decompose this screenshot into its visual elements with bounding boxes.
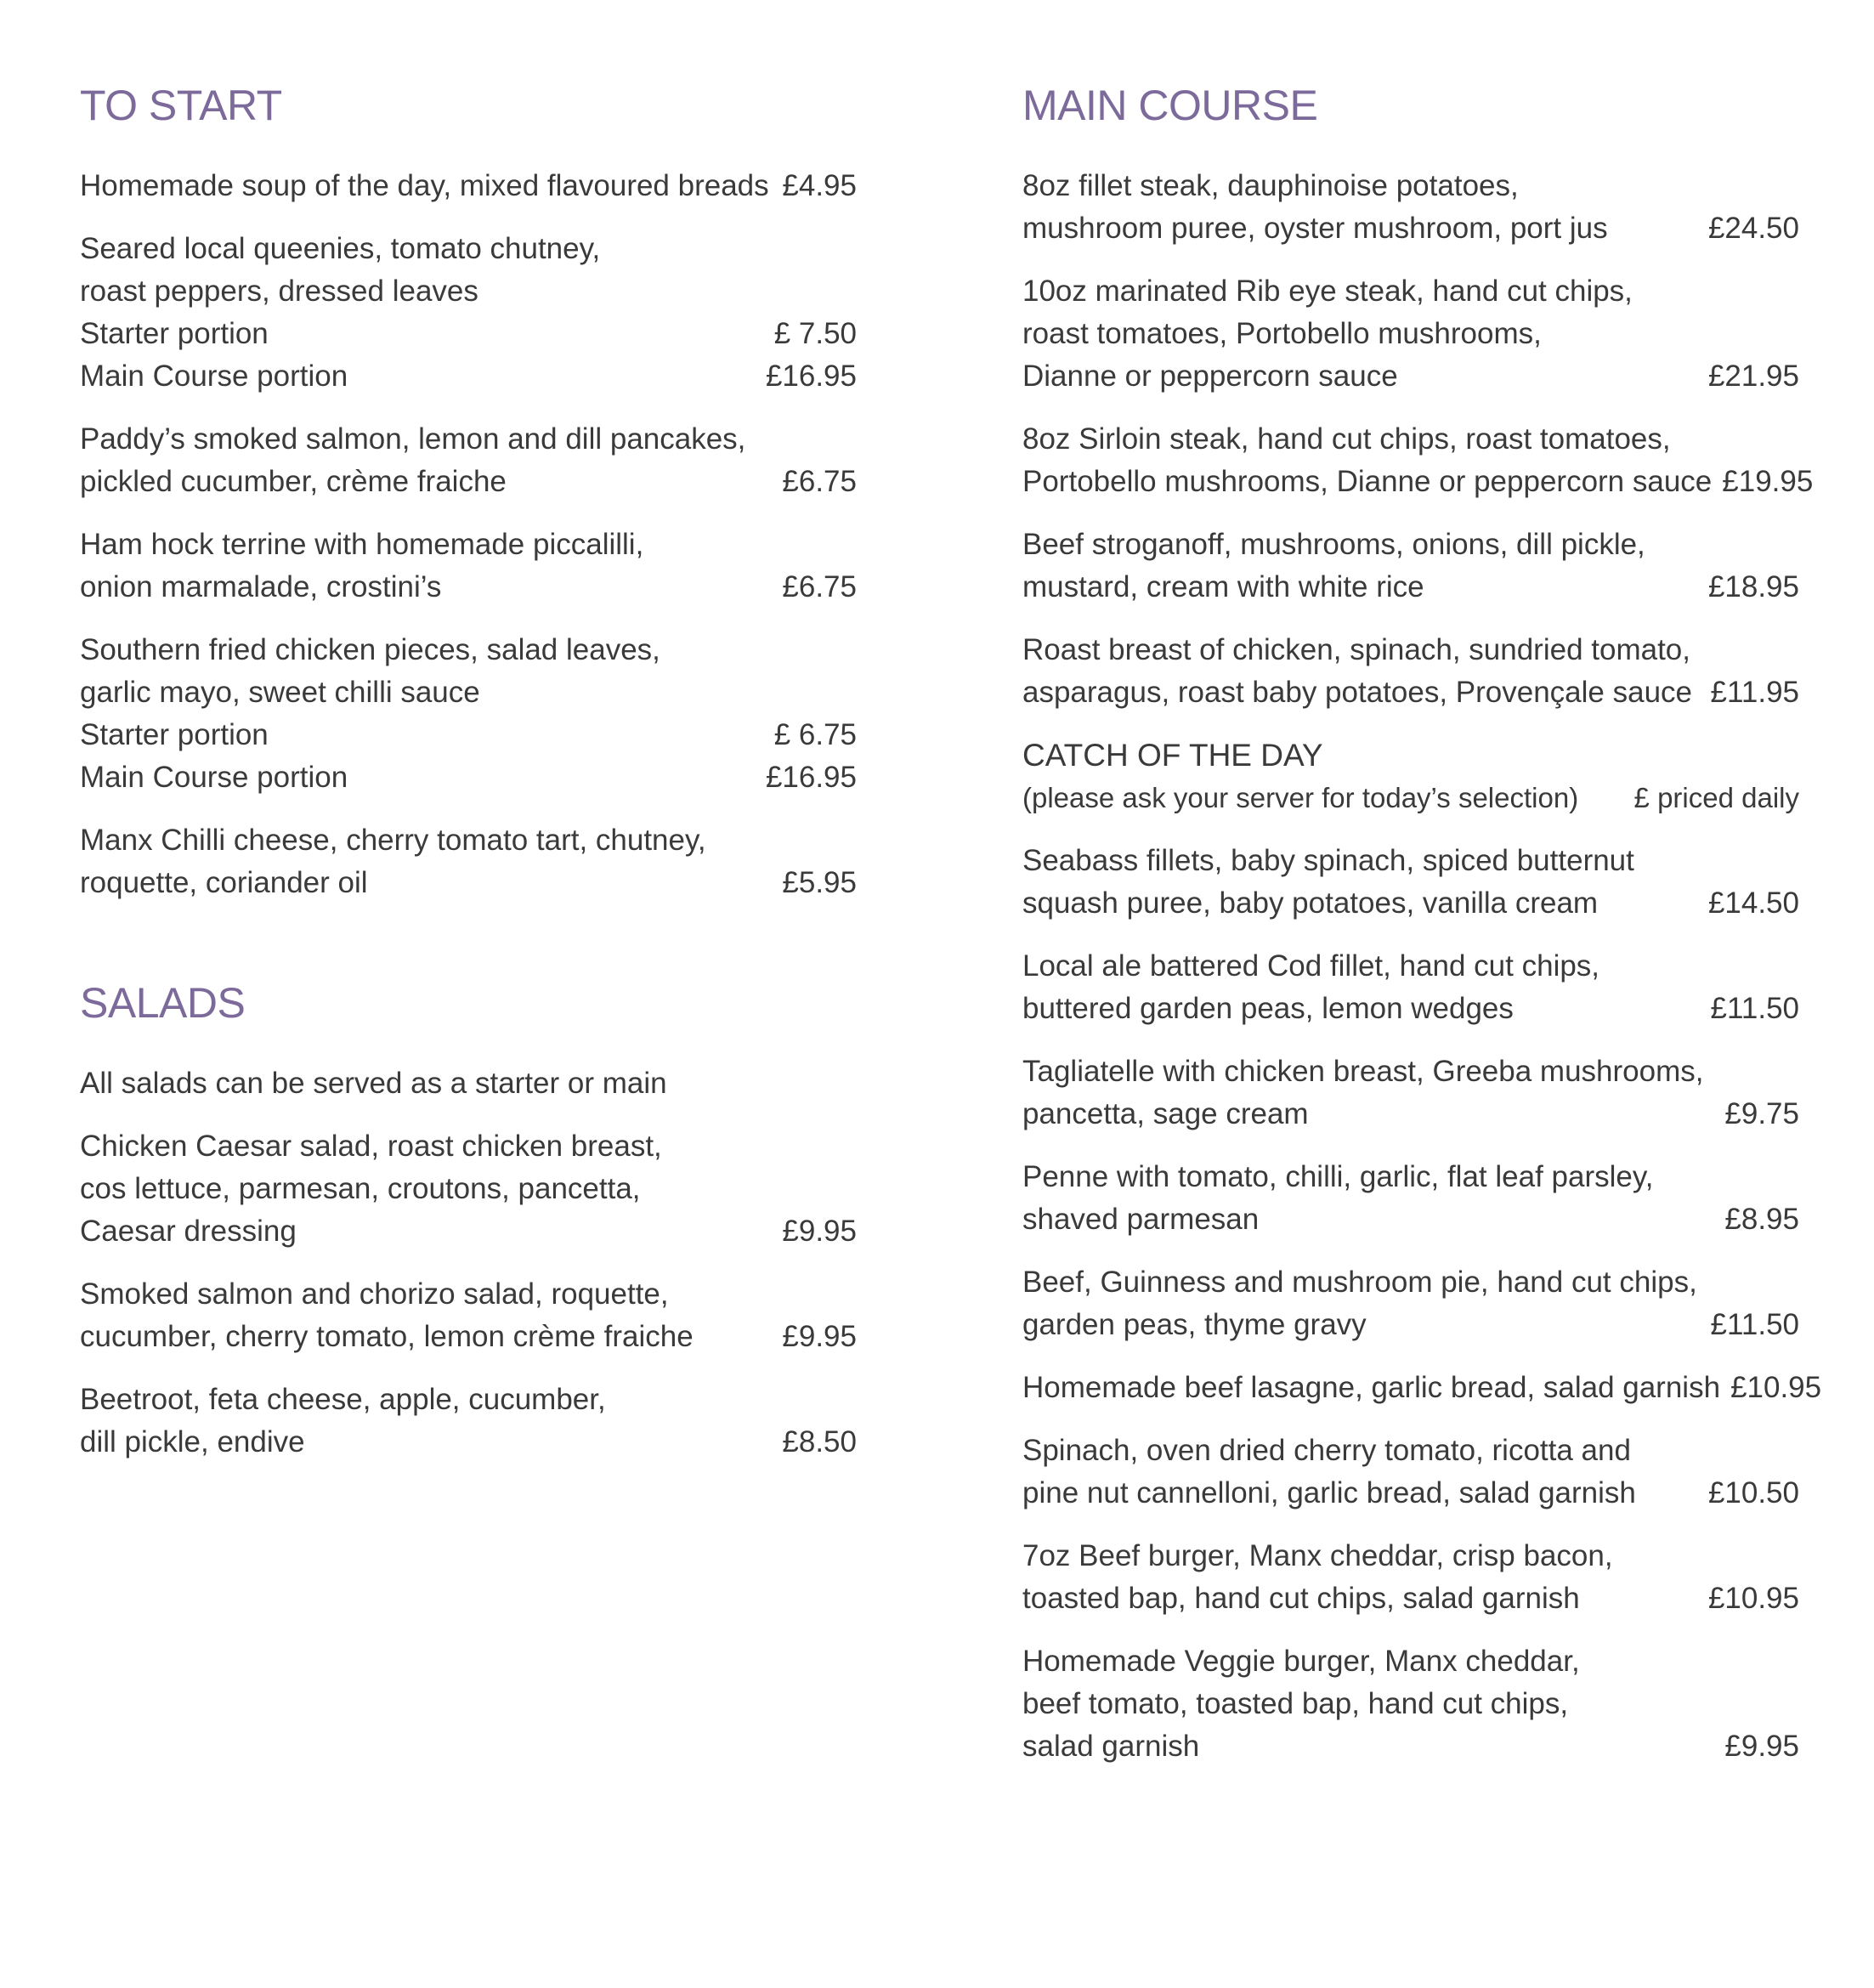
menu-item-line xyxy=(80,1316,857,1358)
menu-item-description: asparagus, roast baby potatoes, Provençale sauce xyxy=(1022,676,1692,709)
menu-item-line xyxy=(1022,313,1799,355)
menu-item-line xyxy=(1022,629,1799,671)
menu-item-description: Beef, Guinness and mushroom pie, hand cut chips, xyxy=(1022,1266,1697,1299)
menu-item-description: Local ale battered Cod fillet, hand cut chips, xyxy=(1022,949,1600,983)
menu-item-line xyxy=(80,1379,857,1421)
menu-item-description: Roast breast of chicken, spinach, sundried tomato, xyxy=(1022,633,1690,666)
menu-item-line xyxy=(80,1125,857,1168)
menu-item-line xyxy=(1022,945,1799,988)
menu-item-description: pickled cucumber, crème fraiche xyxy=(80,465,507,498)
menu-item xyxy=(1022,629,1799,714)
menu-item-price: £10.95 xyxy=(1707,1582,1799,1615)
menu-item-price: £9.95 xyxy=(782,1320,857,1353)
menu-item-line xyxy=(1022,1640,1799,1683)
menu-item-price: £10.50 xyxy=(1707,1476,1799,1509)
menu-item-line xyxy=(1022,566,1799,609)
menu-item-line xyxy=(80,165,857,207)
menu-item-line xyxy=(1022,1725,1799,1768)
menu-item-description: Caesar dressing xyxy=(80,1215,297,1248)
catch-subtitle-line xyxy=(1022,777,1799,819)
right-column xyxy=(1022,68,1822,1788)
menu-item-line xyxy=(1022,1535,1799,1577)
menu-item-description: Chicken Caesar salad, roast chicken breast, xyxy=(80,1130,662,1163)
menu-item xyxy=(80,1273,857,1358)
menu-item-description: Paddy’s smoked salmon, lemon and dill pancakes, xyxy=(80,422,746,456)
menu-item-description: Seabass fillets, baby spinach, spiced butternut xyxy=(1022,844,1634,877)
menu-item-price: £8.50 xyxy=(782,1425,857,1458)
menu-item-line xyxy=(80,524,857,566)
menu-item-line xyxy=(1022,1683,1799,1725)
salads-list xyxy=(80,1125,857,1464)
menu-item-description: Ham hock terrine with homemade piccalilli, xyxy=(80,528,644,561)
menu-item-line xyxy=(1022,1577,1799,1620)
menu-item-line xyxy=(1022,1261,1799,1304)
menu-item-line xyxy=(1022,1430,1799,1472)
portion-price: £16.95 xyxy=(765,360,857,393)
portion-label: Main Course portion xyxy=(80,761,348,794)
menu-item-description: cos lettuce, parmesan, croutons, pancetta, xyxy=(80,1172,641,1205)
menu-item-line xyxy=(80,228,857,270)
menu-item-description: roquette, coriander oil xyxy=(80,866,368,899)
menu-item-description: Portobello mushrooms, Dianne or peppercorn sauce xyxy=(1022,465,1713,498)
menu-item-description: buttered garden peas, lemon wedges xyxy=(1022,992,1514,1025)
menu-item-description: Spinach, oven dried cherry tomato, ricotta and xyxy=(1022,1434,1631,1467)
portion-price: £ 6.75 xyxy=(773,718,857,751)
menu-item-description: 8oz fillet steak, dauphinoise potatoes, xyxy=(1022,169,1519,202)
menu-item-line xyxy=(1022,270,1799,313)
menu-item-line xyxy=(1022,988,1799,1030)
menu-item-description: shaved parmesan xyxy=(1022,1203,1260,1236)
menu-item-description: pine nut cannelloni, garlic bread, salad garnish xyxy=(1022,1476,1636,1509)
menu-item-line xyxy=(1022,1367,1822,1409)
menu-item-description: salad garnish xyxy=(1022,1730,1200,1763)
menu-item-description: dill pickle, endive xyxy=(80,1425,305,1458)
menu-item-description: Seared local queenies, tomato chutney, xyxy=(80,232,601,265)
menu-item-line xyxy=(1022,1304,1799,1346)
menu-item-description: Homemade Veggie burger, Manx cheddar, xyxy=(1022,1645,1580,1678)
menu-item xyxy=(1022,1051,1799,1136)
salads-heading: SALADS xyxy=(80,979,246,1027)
menu-item-description: Beef stroganoff, mushrooms, onions, dill pickle, xyxy=(1022,528,1645,561)
menu-item xyxy=(1022,945,1799,1030)
menu-item-description: beef tomato, toasted bap, hand cut chips, xyxy=(1022,1687,1569,1720)
menu-item-description: roast tomatoes, Portobello mushrooms, xyxy=(1022,317,1542,350)
menu-item-price: £11.50 xyxy=(1710,992,1799,1025)
menu-item xyxy=(1022,524,1799,609)
menu-item-line xyxy=(1022,1198,1799,1241)
menu-item-line xyxy=(80,1273,857,1316)
menu-item-line xyxy=(80,862,857,904)
portion-line xyxy=(80,355,857,398)
left-column xyxy=(80,68,857,1484)
menu-item xyxy=(1022,1430,1799,1515)
menu-item xyxy=(1022,1156,1799,1241)
menu-item-description: Smoked salmon and chorizo salad, roquette, xyxy=(80,1277,669,1311)
menu-item-line xyxy=(1022,840,1799,882)
menu-item-price: £11.50 xyxy=(1710,1308,1799,1341)
menu-item-description: onion marmalade, crostini’s xyxy=(80,570,442,603)
menu-item-price: £10.95 xyxy=(1730,1371,1822,1404)
menu-item xyxy=(80,819,857,904)
portion-line xyxy=(80,756,857,799)
menu-item-line xyxy=(80,461,857,503)
menu-item-line xyxy=(80,629,857,671)
catch-subtitle: (please ask your server for today’s selection) xyxy=(1022,782,1579,813)
portion-line xyxy=(80,714,857,756)
menu-item-line xyxy=(80,566,857,609)
menu-item-line xyxy=(80,819,857,862)
menu-item-price: £11.95 xyxy=(1710,676,1799,709)
menu-item-description: garlic mayo, sweet chilli sauce xyxy=(80,676,480,709)
menu-item-description: Manx Chilli cheese, cherry tomato tart, chutney, xyxy=(80,824,706,857)
menu-item xyxy=(1022,418,1814,503)
menu-item xyxy=(1022,270,1799,398)
menu-item-price: £19.95 xyxy=(1722,465,1814,498)
menu-item-price: £6.75 xyxy=(782,570,857,603)
menu-item-line xyxy=(1022,207,1799,250)
menu-item-description: Homemade soup of the day, mixed flavoured breads xyxy=(80,169,769,202)
portion-price: £16.95 xyxy=(765,761,857,794)
menu-item-description: 7oz Beef burger, Manx cheddar, crisp bacon, xyxy=(1022,1539,1613,1572)
menu-item-line xyxy=(1022,418,1799,461)
menu-item-line xyxy=(80,1210,857,1253)
menu-item-line xyxy=(1022,461,1814,503)
menu-item xyxy=(1022,1535,1799,1620)
menu-item-price: £9.75 xyxy=(1724,1097,1799,1130)
catch-title-line xyxy=(1022,734,1799,777)
menu-item xyxy=(80,165,857,207)
portion-line xyxy=(80,313,857,355)
menu-item-line xyxy=(1022,1051,1799,1093)
menu-item-description: Penne with tomato, chilli, garlic, flat leaf parsley, xyxy=(1022,1160,1654,1193)
menu-item-description: cucumber, cherry tomato, lemon crème fraiche xyxy=(80,1320,694,1353)
menu-item-description: Southern fried chicken pieces, salad leaves, xyxy=(80,633,660,666)
menu-item-price: £9.95 xyxy=(1724,1730,1799,1763)
menu-item-line xyxy=(80,1168,857,1210)
main-course-list-1 xyxy=(1022,165,1814,714)
to-start-list xyxy=(80,165,857,904)
menu-item-description: roast peppers, dressed leaves xyxy=(80,275,478,308)
menu-item-line xyxy=(1022,671,1799,714)
menu-item xyxy=(1022,1367,1822,1409)
menu-item-description: squash puree, baby potatoes, vanilla cream xyxy=(1022,886,1599,920)
menu-item-line xyxy=(80,671,857,714)
menu-item-description: Dianne or peppercorn sauce xyxy=(1022,360,1398,393)
menu-item-description: 10oz marinated Rib eye steak, hand cut chips, xyxy=(1022,275,1633,308)
catch-price: £ priced daily xyxy=(1633,782,1799,813)
menu-item-description: pancetta, sage cream xyxy=(1022,1097,1309,1130)
menu-item-price: £5.95 xyxy=(782,866,857,899)
menu-item-description: garden peas, thyme gravy xyxy=(1022,1308,1367,1341)
salads-note: All salads can be served as a starter or main xyxy=(80,1067,667,1100)
menu-item-price: £9.95 xyxy=(782,1215,857,1248)
menu-item-description: toasted bap, hand cut chips, salad garnish xyxy=(1022,1582,1580,1615)
menu-item xyxy=(1022,165,1799,250)
menu-item-description: Homemade beef lasagne, garlic bread, salad garnish xyxy=(1022,1371,1721,1404)
menu-item-line xyxy=(80,270,857,313)
main-course-list-2 xyxy=(1022,840,1822,1768)
menu-item xyxy=(80,1379,857,1464)
menu-item-price: £21.95 xyxy=(1707,360,1799,393)
menu-item-line xyxy=(1022,1093,1799,1136)
menu-item-price: £24.50 xyxy=(1707,212,1799,245)
portion-label: Main Course portion xyxy=(80,360,348,393)
menu-item-line xyxy=(1022,165,1799,207)
catch-of-the-day xyxy=(1022,734,1799,819)
menu-item-line xyxy=(1022,882,1799,925)
menu-item xyxy=(80,629,857,799)
menu-item-line xyxy=(80,1421,857,1464)
menu-item-line xyxy=(1022,355,1799,398)
menu-item-description: mushroom puree, oyster mushroom, port jus xyxy=(1022,212,1608,245)
portion-label: Starter portion xyxy=(80,317,269,350)
menu-item-line xyxy=(1022,524,1799,566)
menu-item-line xyxy=(1022,1472,1799,1515)
catch-title: CATCH OF THE DAY xyxy=(1022,738,1323,773)
menu-item-line xyxy=(1022,1156,1799,1198)
menu-item xyxy=(80,228,857,398)
menu-item-price: £18.95 xyxy=(1707,570,1799,603)
menu-item xyxy=(1022,1261,1799,1346)
menu-item-price: £6.75 xyxy=(782,465,857,498)
portion-price: £ 7.50 xyxy=(773,317,857,350)
menu-item xyxy=(80,418,857,503)
menu-item-description: mustard, cream with white rice xyxy=(1022,570,1424,603)
menu-item xyxy=(80,1125,857,1253)
menu-item-description: 8oz Sirloin steak, hand cut chips, roast tomatoes, xyxy=(1022,422,1671,456)
menu-item-price: £4.95 xyxy=(782,169,857,202)
menu-item-price: £14.50 xyxy=(1707,886,1799,920)
portion-label: Starter portion xyxy=(80,718,269,751)
main-course-heading: MAIN COURSE xyxy=(1022,82,1318,129)
menu-item xyxy=(1022,1640,1799,1768)
to-start-heading: TO START xyxy=(80,82,282,129)
menu-item-line xyxy=(80,418,857,461)
menu-item-price: £8.95 xyxy=(1724,1203,1799,1236)
menu-item xyxy=(80,524,857,609)
menu-item-description: Beetroot, feta cheese, apple, cucumber, xyxy=(80,1383,606,1416)
menu-item xyxy=(1022,840,1799,925)
menu-item-description: Tagliatelle with chicken breast, Greeba mushrooms, xyxy=(1022,1055,1704,1088)
